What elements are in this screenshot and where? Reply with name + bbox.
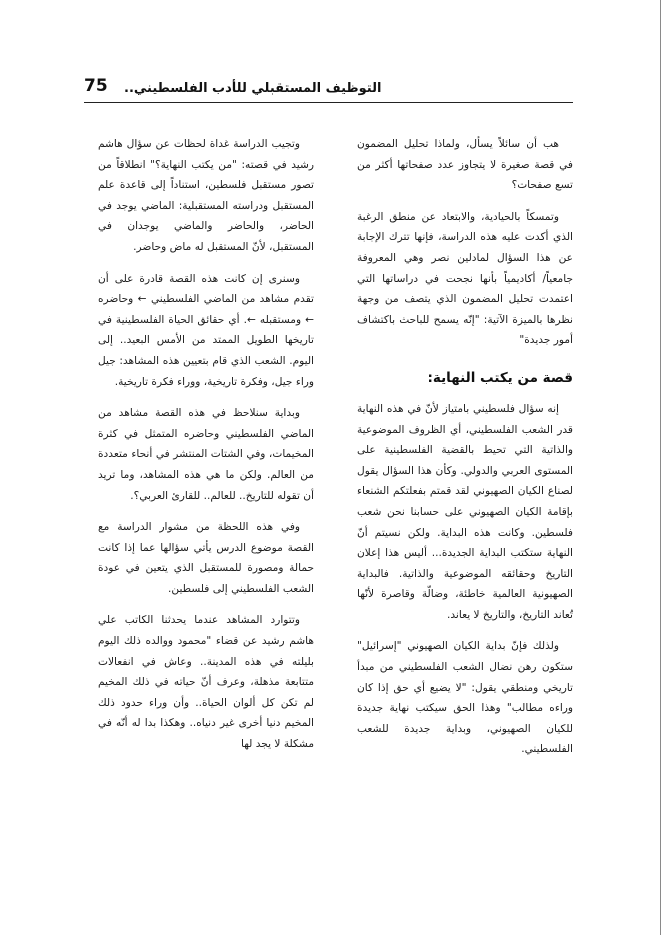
paragraph: وتجيب الدراسة غداة لحظات عن سؤال هاشم رشيد في قصته: "من يكتب النهاية؟" انطلاقاً من تصور مستقبل فلسطين، استناداً إلى قاعدة علم المستقبل ودراسته المستقبلية: الماضي يوجد في الحاضر، والحاضر والماضي يوجدان في المستقبل، لأنّ المستقبل له ماض وحاضر. (98, 138, 314, 253)
left-column (98, 134, 314, 766)
right-column (357, 134, 573, 771)
page-header (84, 78, 573, 104)
paragraph: وتتوارد المشاهد عندما يحدثنا الكاتب علي هاشم رشيد عن قضاء "محمود ووالده ذلك اليوم بليلته في هذه المدينة.. وعاش في انفعالات متتابعة مذهلة، وعرف أنّ حياته في ذلك المخيم لم تكن كل ألوان الحياة.. وأن وراء حدود ذلك المخيم دنيا أخرى غير دنياه.. وهكذا بدا له أنّه في مشكلة لا يجد لها (98, 614, 314, 751)
running-title: التوظيف المستقبلي للأدب الفلسطيني.. (124, 81, 382, 96)
paragraph: إنه سؤال فلسطيني بامتياز لأنّ في هذه النهاية قدر الشعب الفلسطيني، أي الظروف الموضوعية والذاتية التي تحيط بالقضية الفلسطينية على المستوى العربي والدولي. وكأن هذا السؤال يقول لصناع الكيان الصهيوني لقد قمتم بفعلتكم الشنعاء بإقامة الكيان الصهيوني على حسابنا نحن شعب فلسطين. وكانت هذه البداية. ولكن نسيتم أنّ النهاية ستكتب البداية الجديدة... أليس هذا إعلان التاريخ وحقائقه الموضوعية والذاتية. فالبداية الصهيونية العالمية خاطئة، وضالّة وقاصرة لأنّها تُعاند التاريخ، والتاريخ لا يعاند. (357, 402, 573, 621)
paragraph: وبداية سنلاحظ في هذه القصة مشاهد من الماضي الفلسطيني وحاضره المتمثل في كثرة المخيمات، وفي الشتات المنتشر في أنحاء متعددة من العالم. ولكن ما هي هذه المشاهد، وما تريد أن تقوله للتاريخ.. للعالم.. للقارئ العربي؟. (98, 407, 314, 502)
paragraph: هب أن سائلاً يسأل، ولماذا تحليل المضمون في قصة صغيرة لا يتجاوز عدد صفحاتها أكثر من تسع صفحات؟ (357, 138, 573, 192)
paragraph: وسنرى إن كانت هذه القصة قادرة على أن تقدم مشاهد من الماضي الفلسطيني ← وحاضره ← ومستقبله ←. أي حقائق الحياة الفلسطينية في تاريخها الطويل الممتد من الأمس البعيد.. إلى اليوم. الشعب الذي قام بتعيين هذه المشاهد: جيل وراء جيل، وفكرة تاريخية، ووراء فكرة تاريخية. (98, 272, 314, 388)
paragraph: وفي هذه اللحظة من مشوار الدراسة مع القصة موضوع الدرس يأتي سؤالها عما إذا كانت حمالة ومصورة للمستقبل الذي يتعين في عودة الشعب الفلسطيني إلى فلسطين. (98, 521, 314, 595)
paragraph: وتمسكاً بالحيادية، والابتعاد عن منطق الرغبة الذي أكدت عليه هذه الدراسة، فإنها تترك الإجابة عن هذا السؤال لمادلين نصر وهي المعروفة جامعياً/ أكاديمياً بأنها نجحت في دراساتها التي اعتمدت تحليل المضمون الذي يتصف من وجهة نظرها بالميزة الآتية: "إنّه يسمح للباحث باكتشاف أمور جديدة" (357, 210, 573, 347)
header-rule (84, 102, 573, 103)
paragraph: ولذلك فإنّ بداية الكيان الصهيوني "إسرائيل" ستكون رهن نضال الشعب الفلسطيني من مبدأ تاريخي ومنطقي يقول: "لا يضيع أي حق إذا كان وراءه مطالب" وهذا الحق سيكتب نهاية جديدة للكيان الصهيوني، وبداية جديدة للشعب الفلسطيني. (357, 640, 573, 756)
page-number: 75 (84, 76, 108, 96)
section-heading: قصة من يكتب النهاية: (427, 369, 573, 386)
